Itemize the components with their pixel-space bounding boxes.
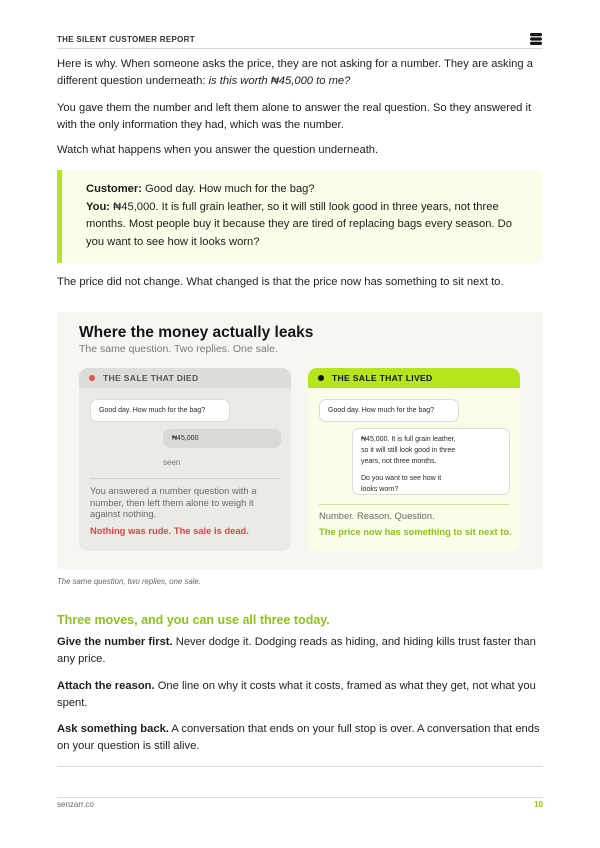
- black-dot-icon: [318, 375, 324, 381]
- after-quote-paragraph: The price did not change. What changed is that the price now has something to sit next to.: [57, 276, 504, 288]
- customer-message-bubble: Good day. How much for the bag?: [319, 399, 459, 422]
- seen-status: seen: [163, 458, 181, 467]
- section-title: Three moves, and you can use all three today.: [57, 613, 330, 627]
- panel-verdict: Nothing was rude. The sale is dead.: [90, 525, 249, 536]
- customer-line: Customer: Good day. How much for the bag?: [86, 183, 315, 195]
- panel-heading: THE SALE THAT DIED: [79, 368, 291, 388]
- content-divider: [57, 766, 543, 767]
- move-item-3: Ask something back. A conversation that ends on your full stop is over. A conversation that ends on your question is still alive.: [57, 723, 540, 752]
- figure-subtitle: The same question. Two replies. One sale.: [79, 343, 278, 355]
- figure-title: Where the money actually leaks: [79, 324, 314, 341]
- page-header: [57, 33, 543, 49]
- panel-heading: THE SALE THAT LIVED: [308, 368, 520, 388]
- report-title: THE SILENT CUSTOMER REPORT: [57, 35, 195, 44]
- panel-verdict: The price now has something to sit next to.: [319, 526, 512, 537]
- customer-message-bubble: Good day. How much for the bag?: [90, 399, 230, 422]
- move-item-1: Give the number first. Never dodge it. Dodging reads as hiding, and hiding kills trust faster than any price.: [57, 636, 536, 665]
- page-number: 10: [534, 800, 543, 809]
- footer-site: senzarr.co: [57, 800, 94, 809]
- footer-divider: [57, 797, 543, 798]
- intro-paragraph-3: Watch what happens when you answer the question underneath.: [57, 144, 379, 156]
- dialogue-quote: [57, 170, 543, 263]
- red-dot-icon: [89, 375, 95, 381]
- figure-caption: The same question, two replies, one sale.: [57, 577, 201, 586]
- stacked-bars-logo-icon: [529, 32, 543, 46]
- comparison-figure: [57, 312, 543, 569]
- reply-bubble: ₦45,000. It is full grain leather, so it will still look good in three years, not three months. Do you want to see how it looks worn?: [352, 428, 510, 495]
- panel-sale-died: [79, 368, 291, 551]
- panel-note: Number. Reason. Question.: [319, 510, 435, 521]
- move-item-2: Attach the reason. One line on why it costs what it costs, framed as what they get, not what you spent.: [57, 680, 536, 709]
- you-line: You: ₦45,000. It is full grain leather, so it will still look good in three years, not three months. Most people buy it because they are tired of replacing bags every season. Do you want to see how it looks worn?: [86, 200, 512, 248]
- reply-bubble: ₦45,000: [163, 429, 281, 448]
- panel-note: You answered a number question with a number, then left them alone to weigh it against nothing.: [90, 485, 257, 519]
- intro-paragraph-2: You gave them the number and left them alone to answer the real question. So they answered it with the only information they had, which was the number.: [57, 102, 532, 131]
- divider: [319, 504, 509, 505]
- panel-sale-lived: [308, 368, 520, 551]
- intro-paragraph-1: Here is why. When someone asks the price, they are not asking for a number. They are asking a different question underneath: is this worth ₦45,000 to me?: [57, 58, 533, 87]
- divider: [90, 478, 280, 479]
